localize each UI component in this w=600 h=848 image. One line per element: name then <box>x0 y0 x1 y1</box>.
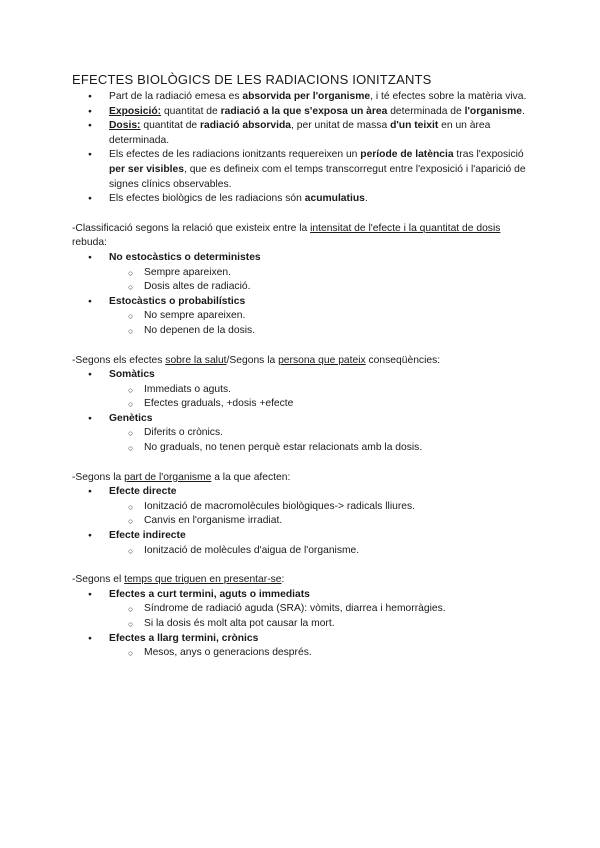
category-item <box>72 368 532 383</box>
sub-item: ○ Ionització de molècules d'aigua de l'organisme. <box>72 544 532 559</box>
text: /Segons la <box>226 354 279 366</box>
list-item <box>72 192 532 207</box>
bold-text: l'organisme <box>464 105 522 117</box>
text: , i té efectes sobre la matèria viva. <box>370 91 527 102</box>
intro-list <box>72 90 532 207</box>
text: -Segons els efectes <box>72 354 166 366</box>
sub-item: ○ Efectes graduals, +dosis +efecte <box>72 397 532 412</box>
text: rebuda: <box>72 237 107 249</box>
text: -Classificació segons la relació que existeix entre la <box>72 222 311 234</box>
list-item <box>72 105 532 120</box>
category-item <box>72 529 532 544</box>
underlined-text: part de l'organisme <box>124 471 212 483</box>
underlined-text: sobre la salut <box>165 354 227 366</box>
text: tras l'exposició <box>453 149 524 161</box>
underlined-text: intensitat de l'efecte i la quantitat de dosis <box>310 222 501 234</box>
page-title: EFECTES BIOLÒGICS DE LES RADIACIONS IONITZANTS <box>72 72 432 87</box>
list-item <box>72 148 532 192</box>
classification-section <box>72 354 532 456</box>
text: Els efectes biològics de les radiacions són <box>109 193 305 205</box>
sub-item: ○ Si la dosis és molt alta pot causar la mort. <box>72 617 532 632</box>
category-label: Somàtics <box>109 369 155 381</box>
section-heading <box>72 573 532 588</box>
text: Els efectes de les radiacions ionitzants requereixen un <box>109 149 361 161</box>
bold-text: absorvida per l'organisme <box>242 91 371 102</box>
category-list <box>72 485 532 558</box>
bold-text: radiació a la que s'exposa un àrea <box>220 105 388 117</box>
classification-section <box>72 471 532 559</box>
list-item <box>72 90 532 105</box>
text: en un àrea determinada. <box>109 120 491 146</box>
category-label: Efecte directe <box>109 486 177 498</box>
text: a la que afecten: <box>211 471 291 483</box>
category-list <box>72 588 532 661</box>
term-label: Dosis: <box>109 120 141 132</box>
category-label: Efectes a curt termini, aguts o immediats <box>109 588 310 600</box>
sub-item: ○ Mesos, anys o generacions després. <box>72 646 532 661</box>
text: determinada de <box>387 105 465 117</box>
category-label: Estocàstics o probabilístics <box>109 295 246 307</box>
text: , per unitat de massa <box>291 120 391 132</box>
list-item <box>72 119 532 148</box>
classification-section <box>72 573 532 661</box>
sub-item: ○ No sempre apareixen. <box>72 309 532 324</box>
category-item <box>72 485 532 500</box>
text: quantitat de <box>161 105 221 117</box>
section-heading <box>72 354 532 369</box>
sub-item: ○ No graduals, no tenen perquè estar relacionats amb la dosis. <box>72 441 532 456</box>
document-page <box>72 72 532 661</box>
section-heading <box>72 222 532 251</box>
text: quantitat de <box>140 120 201 132</box>
bold-text: acumulatius <box>304 193 365 205</box>
bold-text: per ser visibles <box>109 163 184 175</box>
sub-item: ○ Sempre apareixen. <box>72 266 532 281</box>
category-item <box>72 251 532 266</box>
category-item <box>72 295 532 310</box>
category-label: Efectes a llarg termini, crònics <box>109 632 259 644</box>
sub-item: ○ No depenen de la dosis. <box>72 324 532 339</box>
text: . <box>522 105 525 117</box>
classification-sections <box>72 222 532 661</box>
classification-section <box>72 222 532 339</box>
category-item <box>72 588 532 603</box>
sub-item: ○ Diferits o crònics. <box>72 426 532 441</box>
text: . <box>364 193 368 205</box>
category-label: No estocàstics o deterministes <box>109 251 261 263</box>
sub-item: ○ Síndrome de radiació aguda (SRA): vòmits, diarrea i hemorràgies. <box>72 602 532 617</box>
category-item <box>72 412 532 427</box>
category-label: Efecte indirecte <box>109 530 186 542</box>
term-label: Exposició: <box>109 105 162 117</box>
sub-item: ○ Dosis altes de radiació. <box>72 280 532 295</box>
category-item <box>72 632 532 647</box>
text: Part de la radiació emesa es <box>109 91 243 102</box>
text: conseqüències: <box>365 354 441 366</box>
section-heading <box>72 471 532 486</box>
text: , que es defineix com el temps transcorregut entre l'exposició i l'aparició de signes clínics observables. <box>109 163 526 190</box>
sub-item: ○ Canvis en l'organisme irradiat. <box>72 514 532 529</box>
sub-item: ○ Ionització de macromolècules biològiques-> radicals lliures. <box>72 500 532 515</box>
category-list <box>72 251 532 339</box>
text: : <box>281 574 285 586</box>
category-list <box>72 368 532 456</box>
underlined-text: persona que pateix <box>278 354 366 366</box>
text: -Segons el <box>72 574 125 586</box>
bold-text: període de latència <box>360 149 454 161</box>
underlined-text: temps que triguen en presentar-se <box>124 574 282 586</box>
sub-item: ○ Immediats o aguts. <box>72 383 532 398</box>
category-label: Genètics <box>109 412 153 424</box>
bold-text: d'un teixit <box>390 120 439 132</box>
bold-text: radiació absorvida <box>200 120 292 132</box>
text: -Segons la <box>72 471 125 483</box>
